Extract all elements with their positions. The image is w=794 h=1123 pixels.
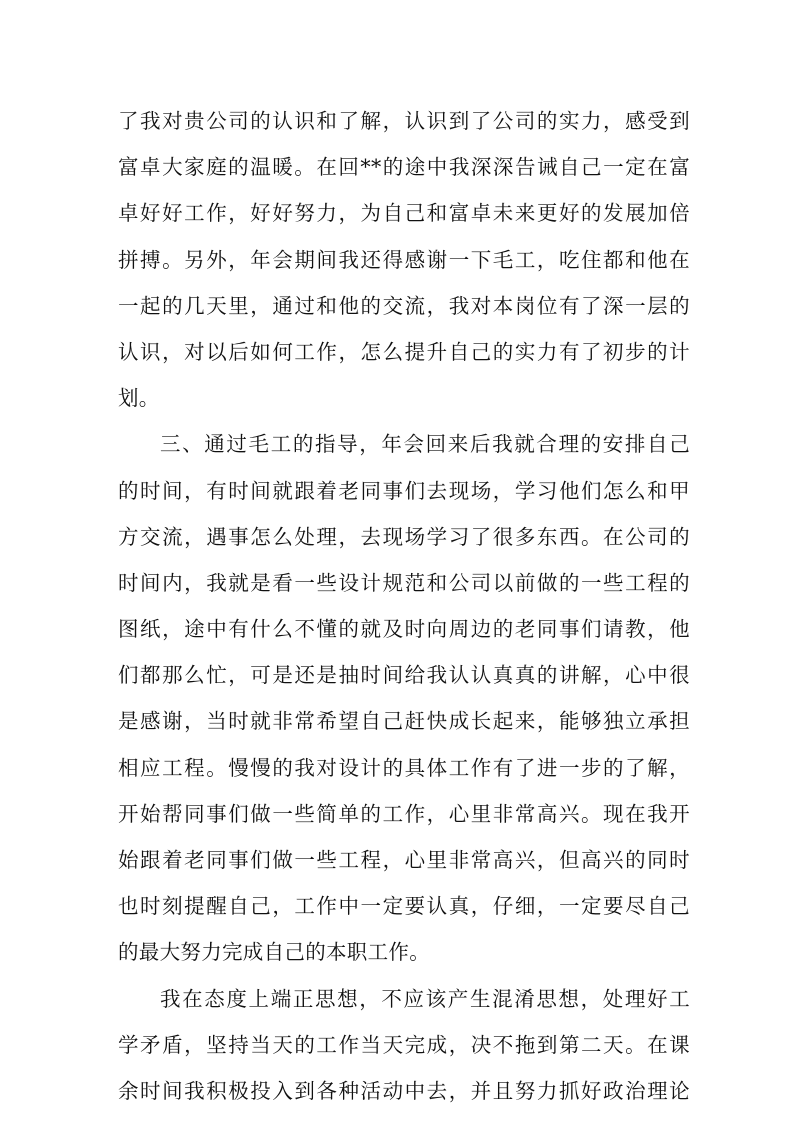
text-line: 划。 — [118, 386, 160, 411]
text-line: 了我对贵公司的认识和了解，认识到了公司的实力，感受到 — [118, 109, 690, 133]
text-line: 开始帮同事们做一些简单的工作，心里非常高兴。现在我开 — [118, 801, 690, 826]
text-line: 时间内，我就是看一些设计规范和公司以前做的一些工程的 — [118, 570, 690, 595]
text-line: 余时间我积极投入到各种活动中去，并且努力抓好政治理论 — [118, 1078, 690, 1103]
text-line: 方交流，遇事怎么处理，去现场学习了很多东西。在公司的 — [118, 524, 690, 549]
text-line: 也时刻提醒自己，工作中一定要认真，仔细，一定要尽自己 — [118, 894, 690, 919]
body-text — [118, 98, 690, 1114]
text-line: 学矛盾，坚持当天的工作当天完成，决不拖到第二天。在课 — [118, 1032, 690, 1057]
text-line: 图纸，途中有什么不懂的就及时向周边的老同事们请教，他 — [118, 617, 690, 642]
text-line: 拼搏。另外，年会期间我还得感谢一下毛工，吃住都和他在 — [118, 247, 690, 272]
text-line: 的时间，有时间就跟着老同事们去现场，学习他们怎么和甲 — [118, 478, 690, 503]
text-line: 富卓大家庭的温暖。在回**的途中我深深告诫自己一定在富 — [118, 155, 690, 180]
text-line: 是感谢，当时就非常希望自己赶快成长起来，能够独立承担 — [118, 709, 690, 734]
text-line: 们都那么忙，可是还是抽时间给我认认真真的讲解，心中很 — [118, 663, 690, 688]
text-line: 一起的几天里，通过和他的交流，我对本岗位有了深一层的 — [118, 293, 690, 318]
paragraph-start-line: 三、通过毛工的指导，年会回来后我就合理的安排自己 — [160, 432, 690, 457]
text-line: 认识，对以后如何工作，怎么提升自己的实力有了初步的计 — [118, 339, 690, 364]
text-line: 卓好好工作，好好努力，为自己和富卓未来更好的发展加倍 — [118, 201, 690, 226]
paragraph-start-line: 我在态度上端正思想，不应该产生混淆思想，处理好工 — [160, 986, 690, 1011]
text-line: 相应工程。慢慢的我对设计的具体工作有了进一步的了解， — [118, 755, 690, 780]
text-line: 的最大努力完成自己的本职工作。 — [118, 940, 430, 965]
text-line: 始跟着老同事们做一些工程，心里非常高兴，但高兴的同时 — [118, 848, 690, 872]
